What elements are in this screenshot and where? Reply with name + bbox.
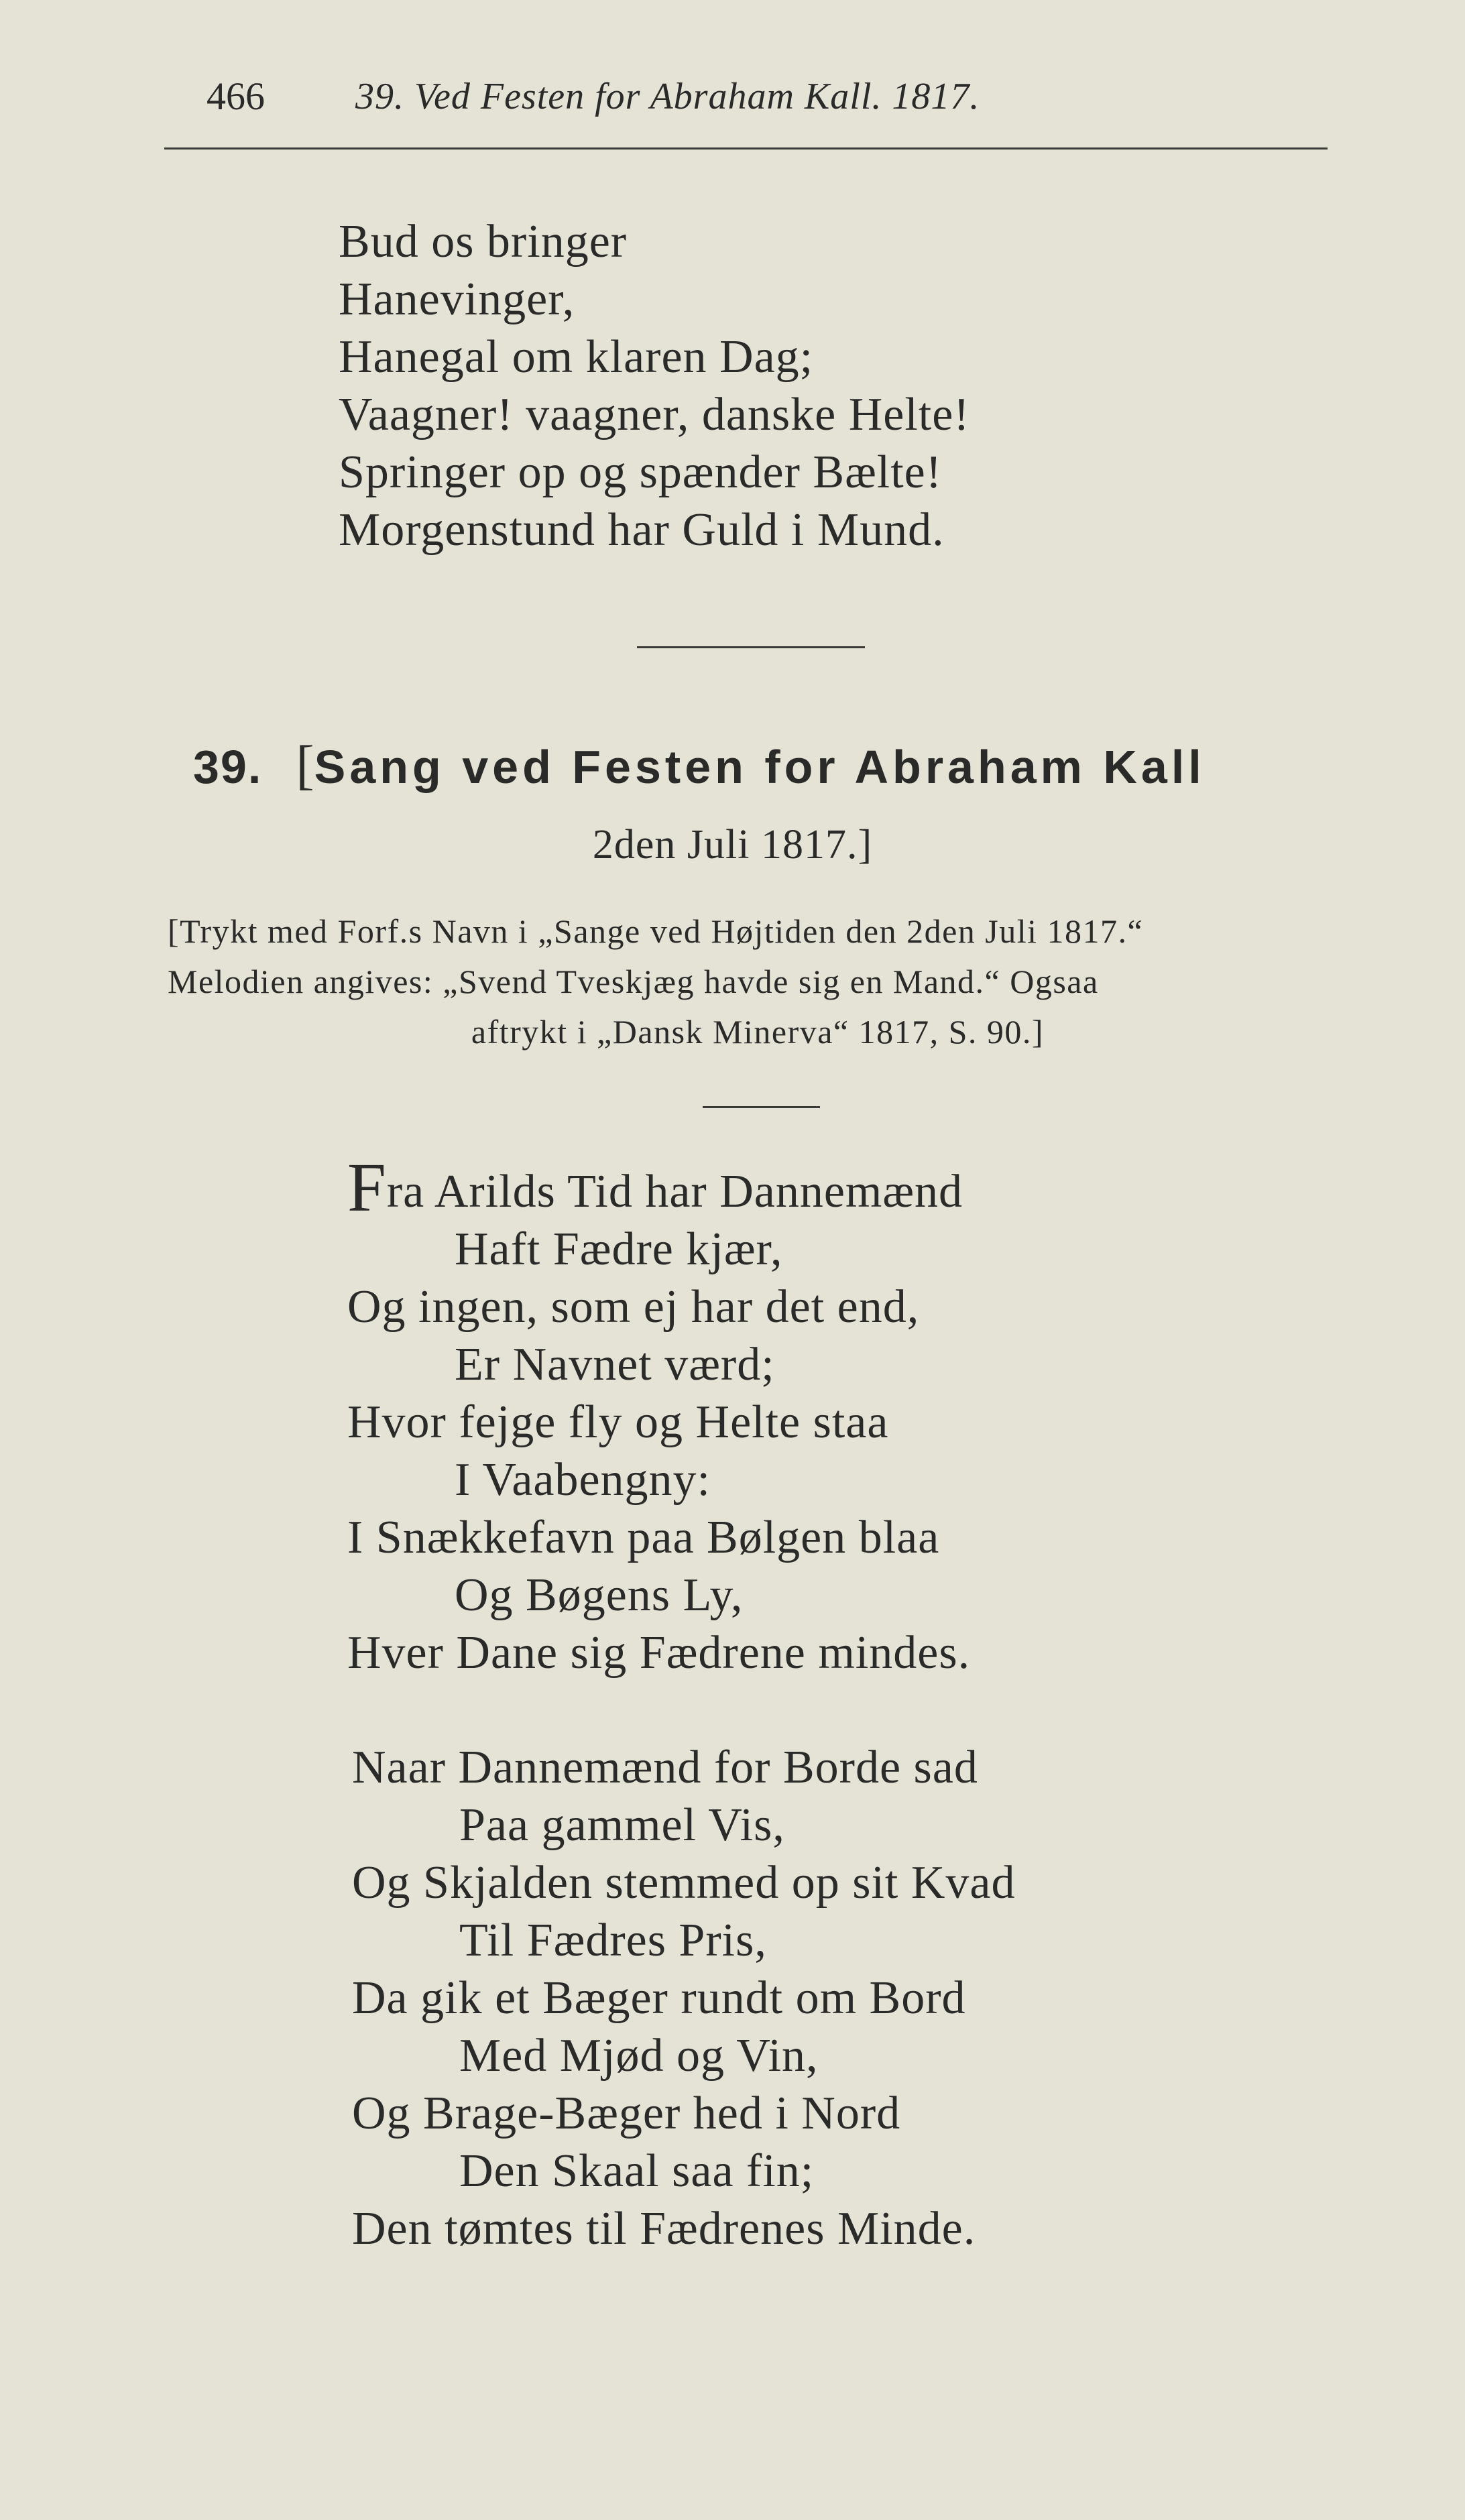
- verse-line: Vaagner! vaagner, danske Helte!: [339, 389, 970, 440]
- verse-line: I Snækkefavn paa Bølgen blaa: [347, 1512, 940, 1563]
- verse-line: Da gik et Bæger rundt om Bord: [352, 1972, 966, 2024]
- heading-bracket: [: [296, 734, 314, 795]
- verse-line: Hver Dane sig Fædrene mindes.: [347, 1627, 971, 1679]
- stanza-2: [352, 1739, 1016, 2258]
- header-rule: [164, 147, 1328, 149]
- verse-line: Hanevinger,: [339, 274, 575, 325]
- poem-title: Sang ved Festen for Abraham Kall: [314, 741, 1206, 793]
- poem-number: 39.: [193, 741, 263, 793]
- running-title: 39. Ved Festen for Abraham Kall. 1817.: [355, 76, 980, 117]
- verse-line: Naar Dannemænd for Borde sad: [352, 1742, 978, 1793]
- verse-line: Og Skjalden stemmed op sit Kvad: [352, 1857, 1016, 1909]
- verse-line: Hanegal om klaren Dag;: [339, 331, 814, 383]
- verse-line: Morgenstund har Guld i Mund.: [339, 504, 945, 556]
- verse-line: Til Fædres Pris,: [459, 1915, 767, 1966]
- verse-line: I Vaabengny:: [455, 1454, 711, 1506]
- verse-line: Haft Fædre kjær,: [455, 1223, 783, 1275]
- editorial-note: [168, 906, 1348, 1057]
- poem-heading: [193, 733, 1206, 796]
- verse-line: Med Mjød og Vin,: [459, 2030, 819, 2082]
- verse-line: Den tømtes til Fædrenes Minde.: [352, 2203, 976, 2255]
- note-divider: [703, 1106, 820, 1108]
- note-line: Melodien angives: „Svend Tveskjæg havde sig en Mand.“ Ogsaa: [168, 963, 1099, 1000]
- verse-line: Er Navnet værd;: [455, 1339, 775, 1390]
- drop-cap: F: [347, 1149, 387, 1226]
- poem-date: 2den Juli 1817.]: [592, 822, 873, 867]
- verse-line: Paa gammel Vis,: [459, 1799, 785, 1851]
- verse-line: Og ingen, som ej har det end,: [347, 1281, 920, 1333]
- verse-line: Bud os bringer: [339, 216, 628, 267]
- stanza-1: [347, 1149, 971, 1682]
- verse-line: Og Brage-Bæger hed i Nord: [352, 2088, 901, 2139]
- previous-stanza: [339, 213, 970, 559]
- note-line: aftrykt i „Dansk Minerva“ 1817, S. 90.]: [471, 1013, 1045, 1051]
- verse-line-first: [347, 1149, 970, 1226]
- page-number: 466: [207, 74, 265, 118]
- first-line-rest: ra Arilds Tid har Dannemænd: [386, 1166, 963, 1217]
- verse-line: Og Bøgens Ly,: [455, 1569, 744, 1621]
- verse-line: Springer op og spænder Bælte!: [339, 446, 943, 498]
- note-line: [Trykt med Forf.s Navn i „Sange ved Højtiden den 2den Juli 1817.“: [168, 912, 1144, 950]
- section-divider: [637, 646, 865, 648]
- verse-line: Den Skaal saa fin;: [459, 2145, 815, 2197]
- verse-line: Hvor fejge fly og Helte staa: [347, 1396, 889, 1448]
